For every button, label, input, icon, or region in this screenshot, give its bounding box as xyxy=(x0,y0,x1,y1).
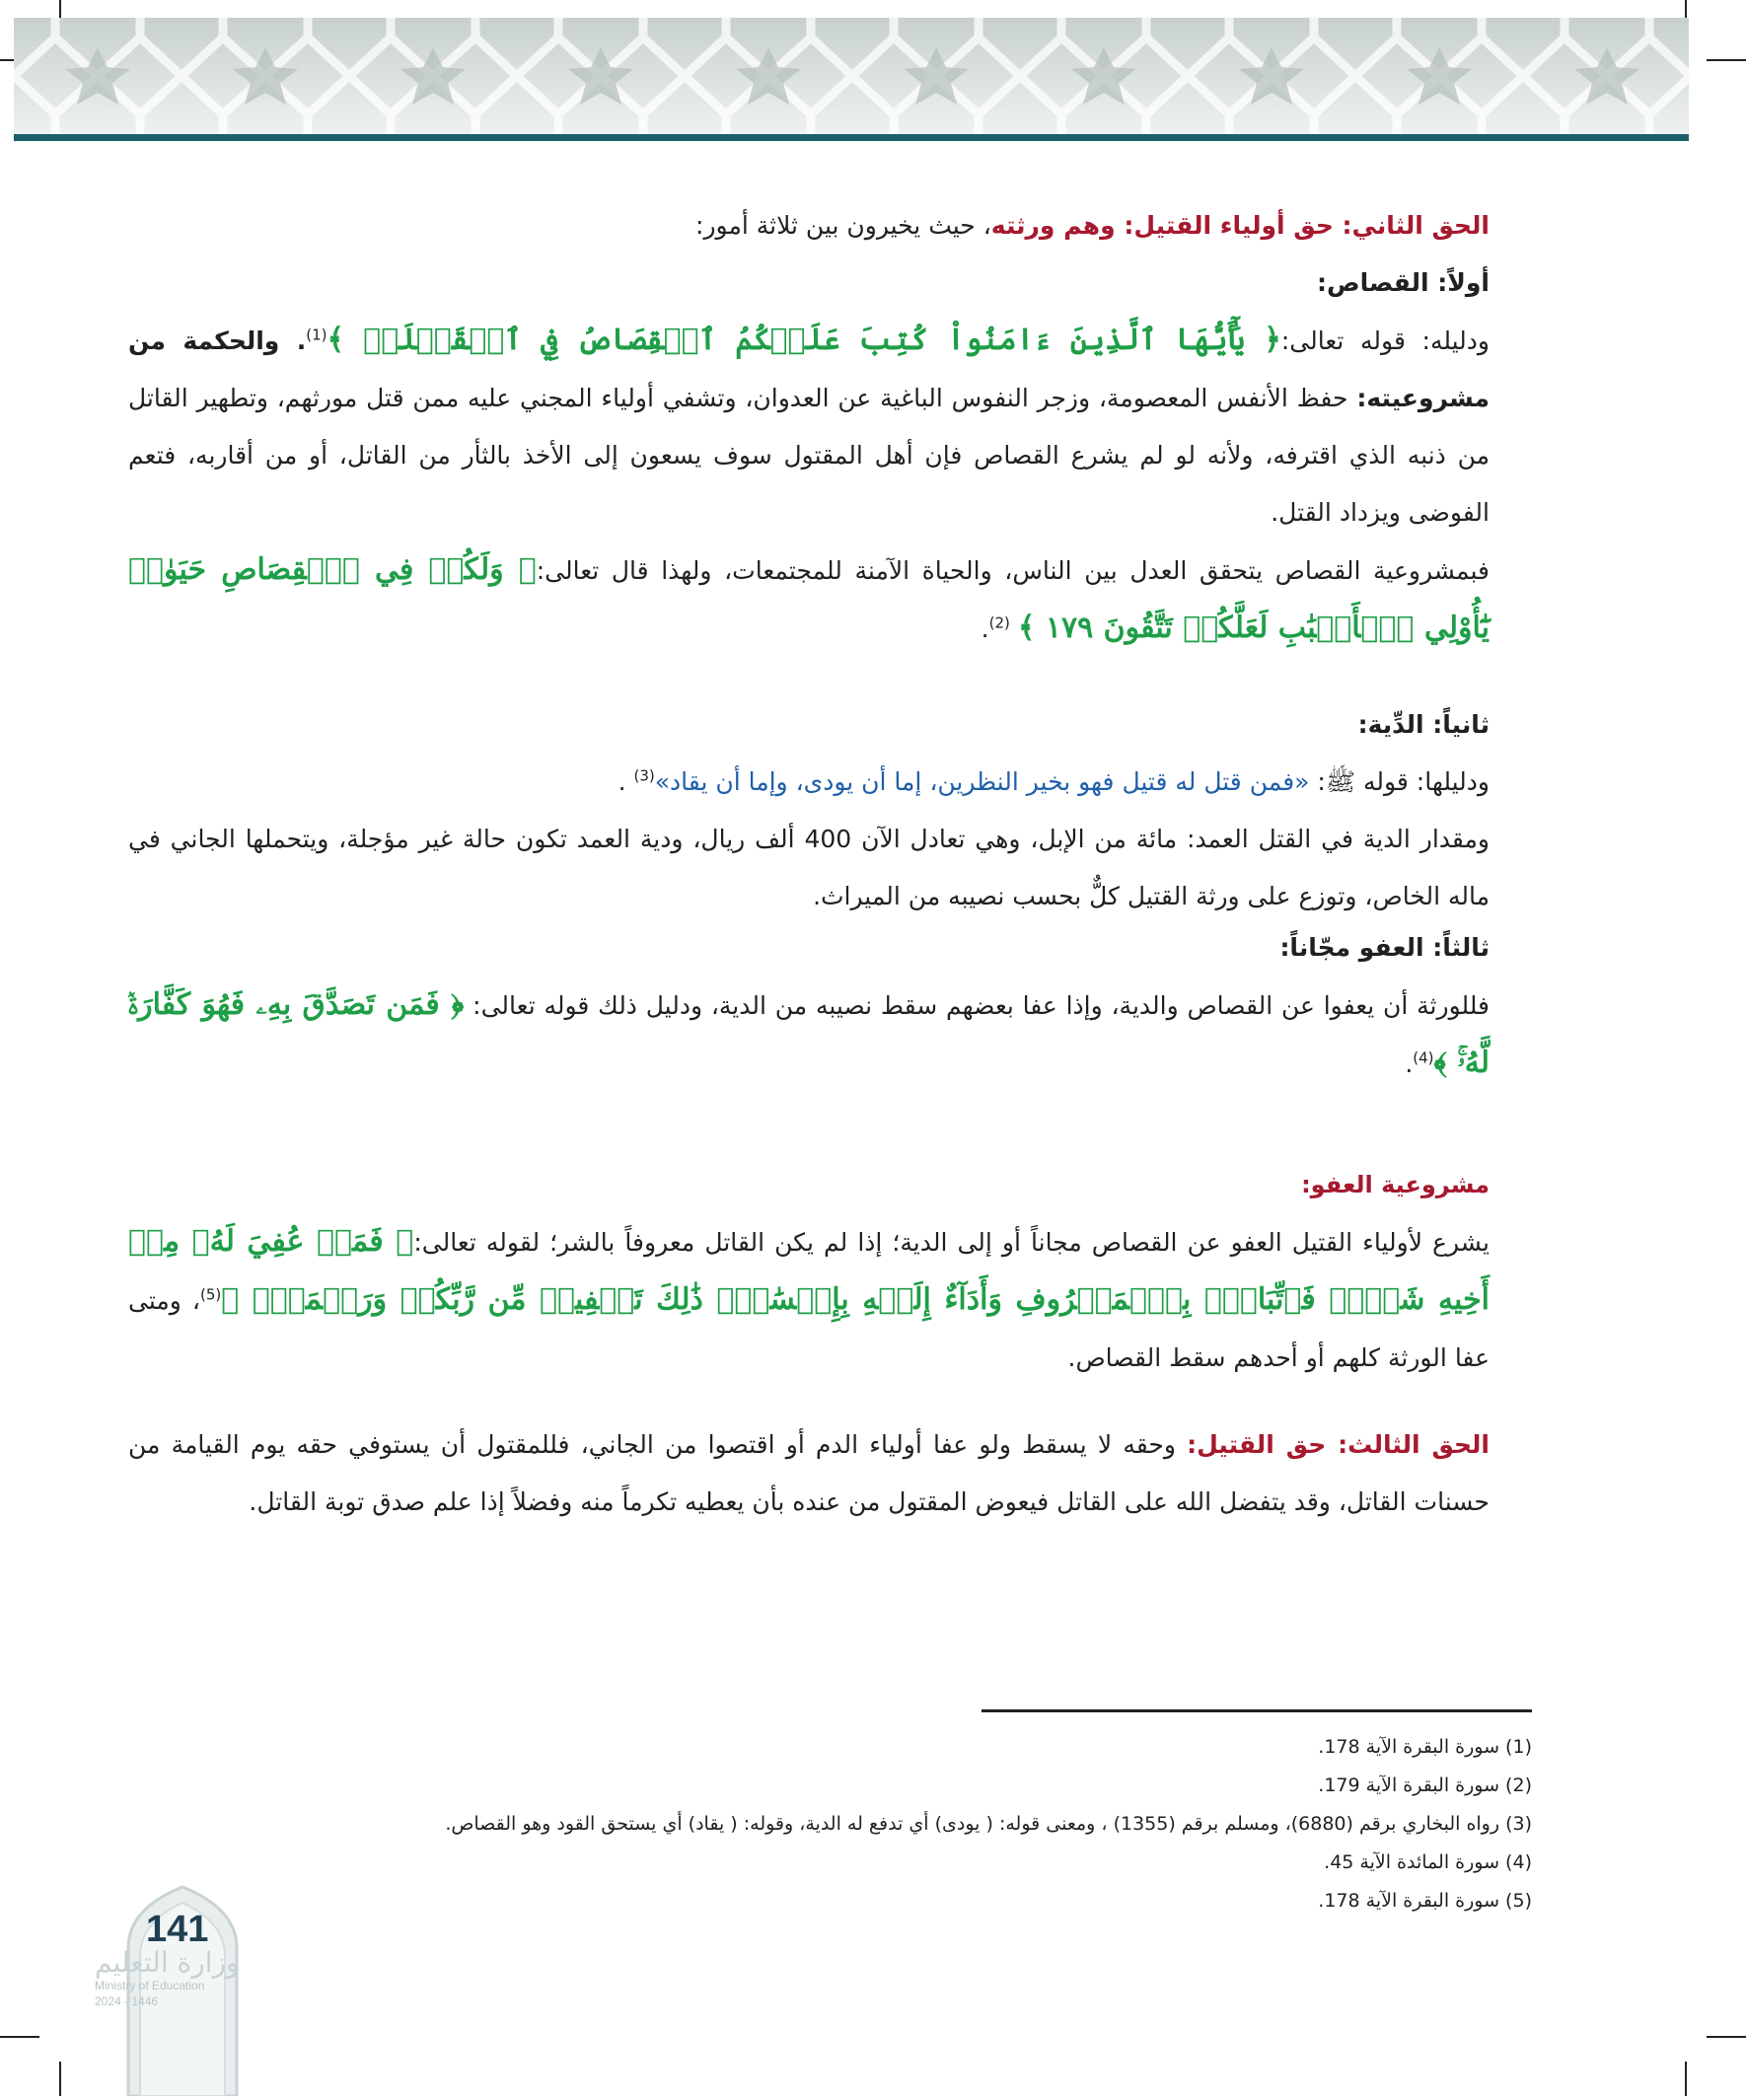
crop-mark xyxy=(1707,2036,1746,2038)
pardon-lead: يشرع لأولياء القتيل العفو عن القصاص مجاناً أو إلى الدية؛ إذا لم يكن القاتل معروفاً بالشر؛ لقوله تعالى: xyxy=(413,1228,1490,1257)
third-right-text: وحقه لا يسقط ولو عفا أولياء الدم أو اقتصوا من الجاني، فللمقتول أن يستوفي حقه يوم القيامة من حسنات القاتل، وقد يتفضل الله على القاتل فيعوض المقتول من عنده بأن يعطيه تكرماً منه وفضلاً إذا علم صدق توبة القاتل. xyxy=(128,1430,1490,1516)
footnote-ref: (5) xyxy=(199,1285,222,1304)
item-qisas xyxy=(128,254,1490,658)
third-right-section xyxy=(128,1416,1490,1531)
evidence-lead: ودليله: قوله تعالى: xyxy=(1280,326,1490,355)
ministry-english: Ministry of Education xyxy=(95,1979,205,1992)
pardon-section xyxy=(128,1156,1490,1387)
section-label: الحق الثالث: حق القتيل: xyxy=(1187,1430,1490,1459)
geometric-pattern-icon xyxy=(14,18,1689,134)
ministry-year: 2024 - 1446 xyxy=(95,1994,159,2008)
banner-divider xyxy=(14,134,1689,141)
item-pardon-free xyxy=(128,919,1490,1093)
footnote-item: (1) سورة البقرة الآية 178. xyxy=(1318,1736,1532,1758)
pardon-rest: ، ومتى عفا الورثة كلهم أو أحدهم سقط القصاص. xyxy=(128,1286,1490,1372)
section-intro-text: ، حيث يخيرون بين ثلاثة أمور: xyxy=(695,211,991,240)
footnote-item: (5) سورة البقرة الآية 178. xyxy=(1318,1890,1532,1912)
header-banner xyxy=(14,18,1689,134)
footnotes xyxy=(286,1728,1532,1920)
diya-evidence-paragraph xyxy=(128,754,1490,811)
quran-verse: ﴿ فَمَنۡ عُفِيَ لَهُۥ مِنۡ أَخِيهِ شَيۡءٞ فَٱتِّبَاعُۢ بِٱلۡمَعۡرُوفِ وَأَدَآءٌ إِلَيۡهِ بِإِحۡسَٰنٖۗ ذَٰلِكَ تَخۡفِيفٞ مِّن رَّبِّكُمۡ وَرَحۡمَةٞۗ ﴾ xyxy=(128,1224,1490,1317)
evidence-lead: ودليلها: قوله ﷺ: xyxy=(1317,767,1490,796)
item-diya xyxy=(128,696,1490,925)
page-number: 141 xyxy=(146,1909,209,1950)
diya-amount-paragraph: ومقدار الدية في القتل العمد: مائة من الإبل، وهي تعادل الآن 400 ألف ريال، ودية العمد تكون حالة غير مؤجلة، ويتحملها الجاني في ماله الخاص، وتوزع على ورثة القتيل كلٌّ بحسب نصيبه من الميراث. xyxy=(128,825,1490,910)
justice-lead: فبمشروعية القصاص يتحقق العدل بين الناس، والحياة الآمنة للمجتمعات، ولهذا قال تعالى: xyxy=(536,556,1490,585)
qisas-evidence-paragraph xyxy=(128,312,1490,542)
footnote-ref: (2) xyxy=(988,614,1010,632)
pardon-free-paragraph xyxy=(128,977,1490,1093)
third-right-paragraph xyxy=(128,1416,1490,1531)
crop-mark xyxy=(59,2062,61,2096)
wisdom-text: حفظ الأنفس المعصومة، وزجر النفوس الباغية عن العدوان، وتشفي أولياء المجني عليه ممن قتل مورثهم، وتطهير القاتل من ذنبه الذي اقترفه، ولأنه لو لم يشرع القصاص فإن أهل المقتول سوف يسعون إلى الأخذ بالثأر من القاتل، أو من أقاربه، فتعم الفوضى ويزداد القتل. xyxy=(128,384,1490,527)
period: . xyxy=(981,615,989,643)
wisdom-label: . والحكمة من مشروعيته: xyxy=(128,326,1490,412)
footnote-ref: (1) xyxy=(306,326,327,344)
crop-mark xyxy=(1707,59,1746,61)
pardon-paragraph xyxy=(128,1213,1490,1387)
qisas-justice-paragraph xyxy=(128,542,1490,658)
section-title: مشروعية العفو: xyxy=(1301,1171,1490,1198)
item-heading: ثالثاً: العفو مجّاناً: xyxy=(1279,933,1490,962)
footnote-item: (3) رواه البخاري برقم (6880)، ومسلم برقم (1355) ، ومعنى قوله: ( يودى) أي تدفع له الدية، وقوله: ( يقاد) أي يستحق القود وهو القصاص. xyxy=(445,1813,1532,1835)
footnote-ref: (4) xyxy=(1413,1049,1434,1067)
period: . xyxy=(1405,1050,1414,1078)
ministry-watermark xyxy=(95,1948,262,2009)
item-heading: ثانياً: الدِّية: xyxy=(1357,710,1490,739)
item-heading: أولاً: القصاص: xyxy=(1316,268,1490,297)
crop-mark xyxy=(1685,2062,1687,2096)
footnote-ref: (3) xyxy=(633,766,655,785)
quran-verse: ﴿ وَلَكُمۡ فِي ٱلۡقِصَاصِ حَيَوٰةٞ يَٰٓأُوْلِي ٱلۡأَلۡبَٰبِ لَعَلَّكُمۡ تَتَّقُونَ ١٧٩ ﴾ xyxy=(128,552,1490,645)
quran-verse: ﴿ يَٰٓأَيُّهَا ٱلَّذِينَ ءَامَنُواْ كُتِبَ عَلَيۡكُمُ ٱلۡقِصَاصُ فِي ٱلۡقَتۡلَىۖ ﴾ xyxy=(327,323,1281,357)
footnote-item: (2) سورة البقرة الآية 179. xyxy=(1318,1774,1532,1796)
footnote-divider xyxy=(982,1709,1532,1712)
quran-verse: ﴿ فَمَن تَصَدَّقَ بِهِۦ فَهُوَ كَفَّارَةٞ لَّهُۥۚ ﴾ xyxy=(128,987,1490,1080)
footnote-item: (4) سورة المائدة الآية 45. xyxy=(1324,1851,1532,1873)
pardon-free-lead: فللورثة أن يعفوا عن القصاص والدية، وإذا عفا بعضهم سقط نصيبه من الدية، ودليل ذلك قوله تعالى: xyxy=(473,991,1490,1020)
section-label: الحق الثاني: حق أولياء القتيل: وهم ورثته xyxy=(990,211,1490,240)
period: . xyxy=(618,767,626,796)
ministry-arabic: وزارة التعليم xyxy=(95,1946,240,1979)
crop-mark xyxy=(0,2036,39,2038)
section-intro xyxy=(128,197,1490,254)
hadith-text: «فمن قتل له قتيل فهو بخير النظرين، إما أن يودى، وإما أن يقاد» xyxy=(654,767,1310,796)
